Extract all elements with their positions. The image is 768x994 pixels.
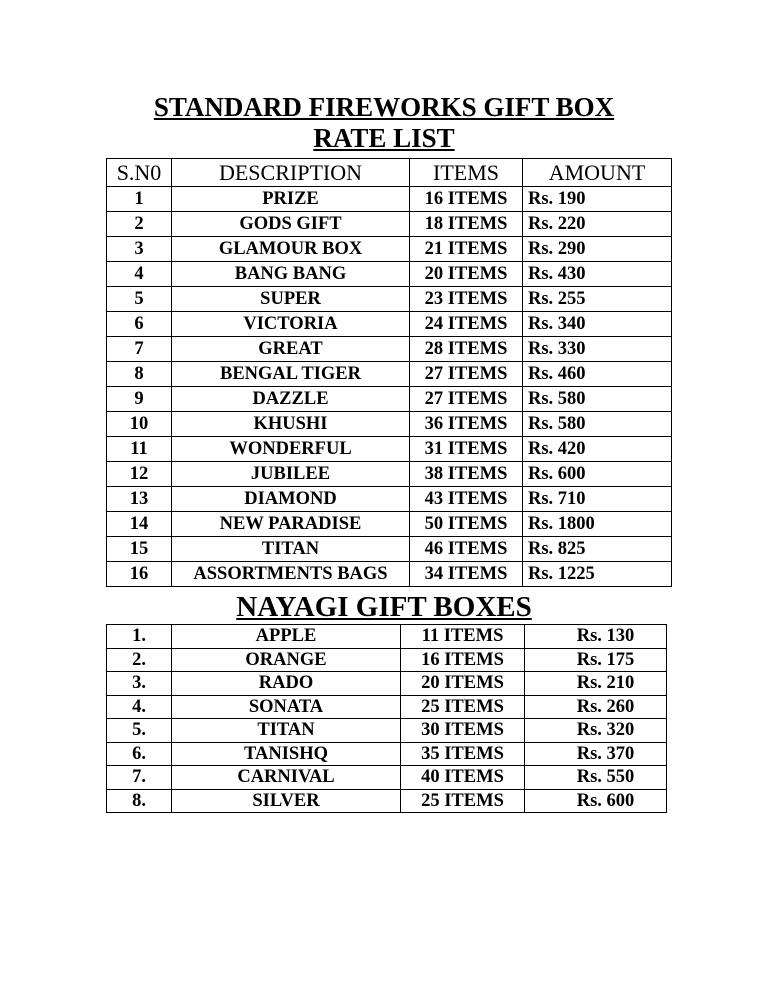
amount-cell: Rs. 220 — [523, 212, 672, 237]
description-cell: NEW PARADISE — [172, 512, 410, 537]
section-title: NAYAGI GIFT BOXES — [236, 591, 532, 623]
items-cell: 40 ITEMS — [401, 766, 525, 790]
items-cell: 27 ITEMS — [410, 387, 523, 412]
description-cell: WONDERFUL — [172, 437, 410, 462]
amount-cell: Rs. 330 — [523, 337, 672, 362]
table-row — [107, 766, 667, 790]
items-cell: 27 ITEMS — [410, 362, 523, 387]
items-cell: 16 ITEMS — [401, 648, 525, 672]
header-description: DESCRIPTION — [172, 159, 410, 187]
table-row — [107, 562, 672, 587]
serial-number-cell: 8. — [107, 789, 172, 813]
amount-cell: Rs. 340 — [523, 312, 672, 337]
table-row — [107, 487, 672, 512]
table-row — [107, 287, 672, 312]
items-cell: 36 ITEMS — [410, 412, 523, 437]
serial-number-cell: 8 — [107, 362, 172, 387]
table-row — [107, 695, 667, 719]
serial-number-cell: 5 — [107, 287, 172, 312]
description-cell: APPLE — [172, 625, 401, 649]
table-row — [107, 672, 667, 696]
serial-number-cell: 2 — [107, 212, 172, 237]
nayagi-rate-table — [106, 624, 667, 813]
description-cell: DIAMOND — [172, 487, 410, 512]
items-cell: 20 ITEMS — [401, 672, 525, 696]
amount-cell: Rs. 255 — [523, 287, 672, 312]
items-cell: 24 ITEMS — [410, 312, 523, 337]
serial-number-cell: 4 — [107, 262, 172, 287]
serial-number-cell: 10 — [107, 412, 172, 437]
amount-cell: Rs. 580 — [523, 412, 672, 437]
description-cell: ORANGE — [172, 648, 401, 672]
table-row — [107, 312, 672, 337]
amount-cell: Rs. 580 — [523, 387, 672, 412]
serial-number-cell: 7. — [107, 766, 172, 790]
table-row — [107, 742, 667, 766]
items-cell: 28 ITEMS — [410, 337, 523, 362]
description-cell: RADO — [172, 672, 401, 696]
serial-number-cell: 1 — [107, 187, 172, 212]
amount-cell: Rs. 190 — [523, 187, 672, 212]
table-row — [107, 625, 667, 649]
description-cell: SILVER — [172, 789, 401, 813]
items-cell: 16 ITEMS — [410, 187, 523, 212]
serial-number-cell: 6. — [107, 742, 172, 766]
table-row — [107, 362, 672, 387]
standard-rate-table — [106, 158, 672, 587]
amount-cell: Rs. 290 — [523, 237, 672, 262]
serial-number-cell: 1. — [107, 625, 172, 649]
amount-cell: Rs. 320 — [525, 719, 667, 743]
table-row — [107, 648, 667, 672]
amount-cell: Rs. 210 — [525, 672, 667, 696]
table-header-row — [107, 159, 672, 187]
serial-number-cell: 2. — [107, 648, 172, 672]
amount-cell: Rs. 420 — [523, 437, 672, 462]
table-row — [107, 512, 672, 537]
items-cell: 30 ITEMS — [401, 719, 525, 743]
amount-cell: Rs. 130 — [525, 625, 667, 649]
page-subtitle: RATE LIST — [313, 123, 455, 153]
table-row — [107, 212, 672, 237]
table-row — [107, 262, 672, 287]
table-row — [107, 537, 672, 562]
description-cell: GODS GIFT — [172, 212, 410, 237]
description-cell: TANISHQ — [172, 742, 401, 766]
amount-cell: Rs. 1225 — [523, 562, 672, 587]
table-row — [107, 719, 667, 743]
description-cell: ASSORTMENTS BAGS — [172, 562, 410, 587]
table-row — [107, 412, 672, 437]
table-row — [107, 437, 672, 462]
serial-number-cell: 15 — [107, 537, 172, 562]
items-cell: 50 ITEMS — [410, 512, 523, 537]
serial-number-cell: 3. — [107, 672, 172, 696]
items-cell: 35 ITEMS — [401, 742, 525, 766]
description-cell: DAZZLE — [172, 387, 410, 412]
serial-number-cell: 4. — [107, 695, 172, 719]
description-cell: SUPER — [172, 287, 410, 312]
description-cell: CARNIVAL — [172, 766, 401, 790]
items-cell: 31 ITEMS — [410, 437, 523, 462]
items-cell: 23 ITEMS — [410, 287, 523, 312]
items-cell: 11 ITEMS — [401, 625, 525, 649]
serial-number-cell: 7 — [107, 337, 172, 362]
amount-cell: Rs. 260 — [525, 695, 667, 719]
table-row — [107, 187, 672, 212]
description-cell: PRIZE — [172, 187, 410, 212]
amount-cell: Rs. 825 — [523, 537, 672, 562]
description-cell: BANG BANG — [172, 262, 410, 287]
amount-cell: Rs. 175 — [525, 648, 667, 672]
items-cell: 46 ITEMS — [410, 537, 523, 562]
description-cell: KHUSHI — [172, 412, 410, 437]
description-cell: TITAN — [172, 719, 401, 743]
description-cell: GLAMOUR BOX — [172, 237, 410, 262]
amount-cell: Rs. 1800 — [523, 512, 672, 537]
description-cell: VICTORIA — [172, 312, 410, 337]
description-cell: TITAN — [172, 537, 410, 562]
header-serial-number: S.N0 — [107, 159, 172, 187]
amount-cell: Rs. 430 — [523, 262, 672, 287]
serial-number-cell: 5. — [107, 719, 172, 743]
page-title: STANDARD FIREWORKS GIFT BOX — [153, 92, 615, 122]
serial-number-cell: 12 — [107, 462, 172, 487]
amount-cell: Rs. 710 — [523, 487, 672, 512]
table-row — [107, 789, 667, 813]
items-cell: 21 ITEMS — [410, 237, 523, 262]
amount-cell: Rs. 600 — [525, 789, 667, 813]
serial-number-cell: 11 — [107, 437, 172, 462]
amount-cell: Rs. 460 — [523, 362, 672, 387]
table-row — [107, 462, 672, 487]
serial-number-cell: 6 — [107, 312, 172, 337]
description-cell: BENGAL TIGER — [172, 362, 410, 387]
description-cell: JUBILEE — [172, 462, 410, 487]
items-cell: 38 ITEMS — [410, 462, 523, 487]
serial-number-cell: 14 — [107, 512, 172, 537]
amount-cell: Rs. 550 — [525, 766, 667, 790]
description-cell: SONATA — [172, 695, 401, 719]
table-row — [107, 337, 672, 362]
items-cell: 18 ITEMS — [410, 212, 523, 237]
description-cell: GREAT — [172, 337, 410, 362]
items-cell: 25 ITEMS — [401, 695, 525, 719]
amount-cell: Rs. 370 — [525, 742, 667, 766]
items-cell: 20 ITEMS — [410, 262, 523, 287]
table-row — [107, 387, 672, 412]
header-items: ITEMS — [410, 159, 523, 187]
serial-number-cell: 3 — [107, 237, 172, 262]
header-amount: AMOUNT — [523, 159, 672, 187]
items-cell: 43 ITEMS — [410, 487, 523, 512]
amount-cell: Rs. 600 — [523, 462, 672, 487]
table-row — [107, 237, 672, 262]
serial-number-cell: 13 — [107, 487, 172, 512]
items-cell: 25 ITEMS — [401, 789, 525, 813]
items-cell: 34 ITEMS — [410, 562, 523, 587]
serial-number-cell: 16 — [107, 562, 172, 587]
serial-number-cell: 9 — [107, 387, 172, 412]
